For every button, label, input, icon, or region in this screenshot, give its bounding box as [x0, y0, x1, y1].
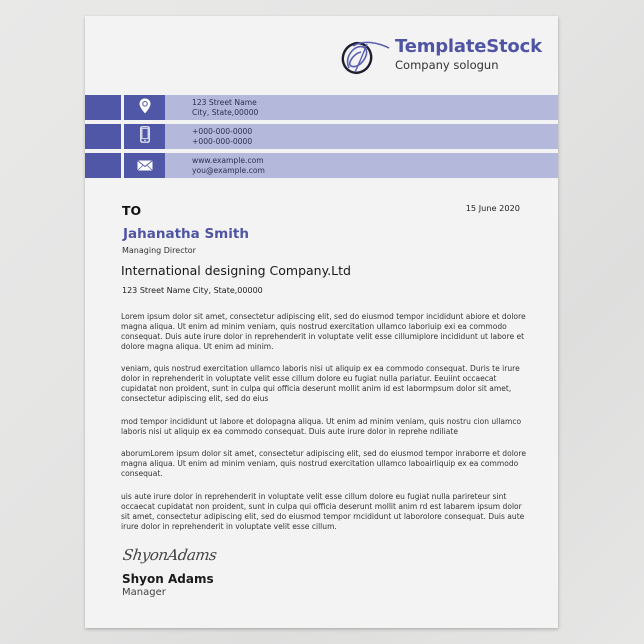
- signer-role: Manager: [122, 587, 166, 598]
- accent-block: [85, 124, 121, 149]
- envelope-icon: [137, 156, 153, 175]
- accent-block: [85, 153, 121, 178]
- body-paragraph-1: Lorem ipsum dolor sit amet, consectetur adipiscing elit, sed do eiusmod tempor incididunt abiore et dolore magna aliqua. Ut enim ad minim veniam, quis nostrud exercitation ullamco laboriuip exi ea commodo consequat. Duis aute irure dolor in reprehenderit in voluptate velit esse cillumiplore incididunt ut labore et dolore magna aliqua. Ut enim ad minim.: [121, 312, 526, 351]
- brand-slogan: Company sologun: [395, 58, 499, 72]
- website: www.example.com: [192, 156, 264, 165]
- contact-row-address: [85, 95, 558, 120]
- body-paragraph-4: aborumLorem ipsum dolor sit amet, consectetur adipiscing elit, sed do eiusmod tempor inraborre et dolore magna aliqua. Ut enim ad minim veniam, quis nostrud exercitation ullamco laboairliquip ex ea commodo consequat.: [121, 449, 527, 478]
- body-paragraph-2: veniam, quis nostrud exercitation ullamco laboris nisi ut aliquip ex ea commodo consequat. Duris te irure dolor in reprehenderit in voluptate velit esse cillum dolore eu fugiat nulla pariatur. Eeuiint occaecat cupidatat non proident, sunt in culpa qui officia deserunt mollit anim id est labormpsum dolor sit amet, consectetur adipiscing elit, sed do eius: [121, 364, 520, 403]
- recipient-company: International designing Company.Ltd: [121, 263, 351, 278]
- address-line-2: City, State,00000: [192, 108, 259, 117]
- body-paragraph-3: mod tempor incididunt ut labore et dolopagna aliqua. Ut enim ad minim veniam, quis nostru cion ullamco laboris nisi ut aliquip ex ea commodo consequat. Duis aute irure dolor in reprehe ndiliate: [121, 417, 522, 436]
- phone-line-1: +000-000-0000: [192, 127, 253, 136]
- mobile-phone-icon: [140, 126, 150, 147]
- letterhead-page: [85, 16, 558, 628]
- icon-block: [124, 95, 165, 120]
- brand-name: TemplateStock: [395, 36, 542, 57]
- signer-name: Shyon Adams: [122, 572, 214, 586]
- recipient-title: Managing Director: [122, 246, 196, 255]
- recipient-name: Jahanatha Smith: [123, 226, 249, 242]
- to-label: TO: [122, 203, 142, 218]
- letter-date: 15 June 2020: [465, 203, 520, 213]
- handwritten-signature: ShyonAdams: [121, 546, 218, 564]
- location-pin-icon: [139, 98, 151, 118]
- body-paragraph-5: uis aute irure dolor in reprehenderit in voluptate velit esse cillum dolore eu fugiat nulla parireteur sint occaecat cupidatat non proident, sunt in culpa qui officia deserunt mollit anim rd est labarem ipsum dolor sit amet, consectetur adipiscing elit, sed do eiusmod tempor rncididunt ut laborolore consequat. Duis aute irure dolor in reprehenderit in voluptate velit esse cillum.: [121, 492, 525, 531]
- address-line-1: 123 Street Name: [192, 98, 257, 107]
- icon-block: [124, 124, 165, 149]
- company-logo-icon: [335, 34, 395, 78]
- contact-row-phone: [85, 124, 558, 149]
- contact-row-web: [85, 153, 558, 178]
- icon-block: [124, 153, 165, 178]
- accent-block: [85, 95, 121, 120]
- phone-line-2: +000-000-0000: [192, 137, 253, 146]
- email: you@example.com: [192, 166, 265, 175]
- recipient-address: 123 Street Name City, State,00000: [122, 286, 263, 295]
